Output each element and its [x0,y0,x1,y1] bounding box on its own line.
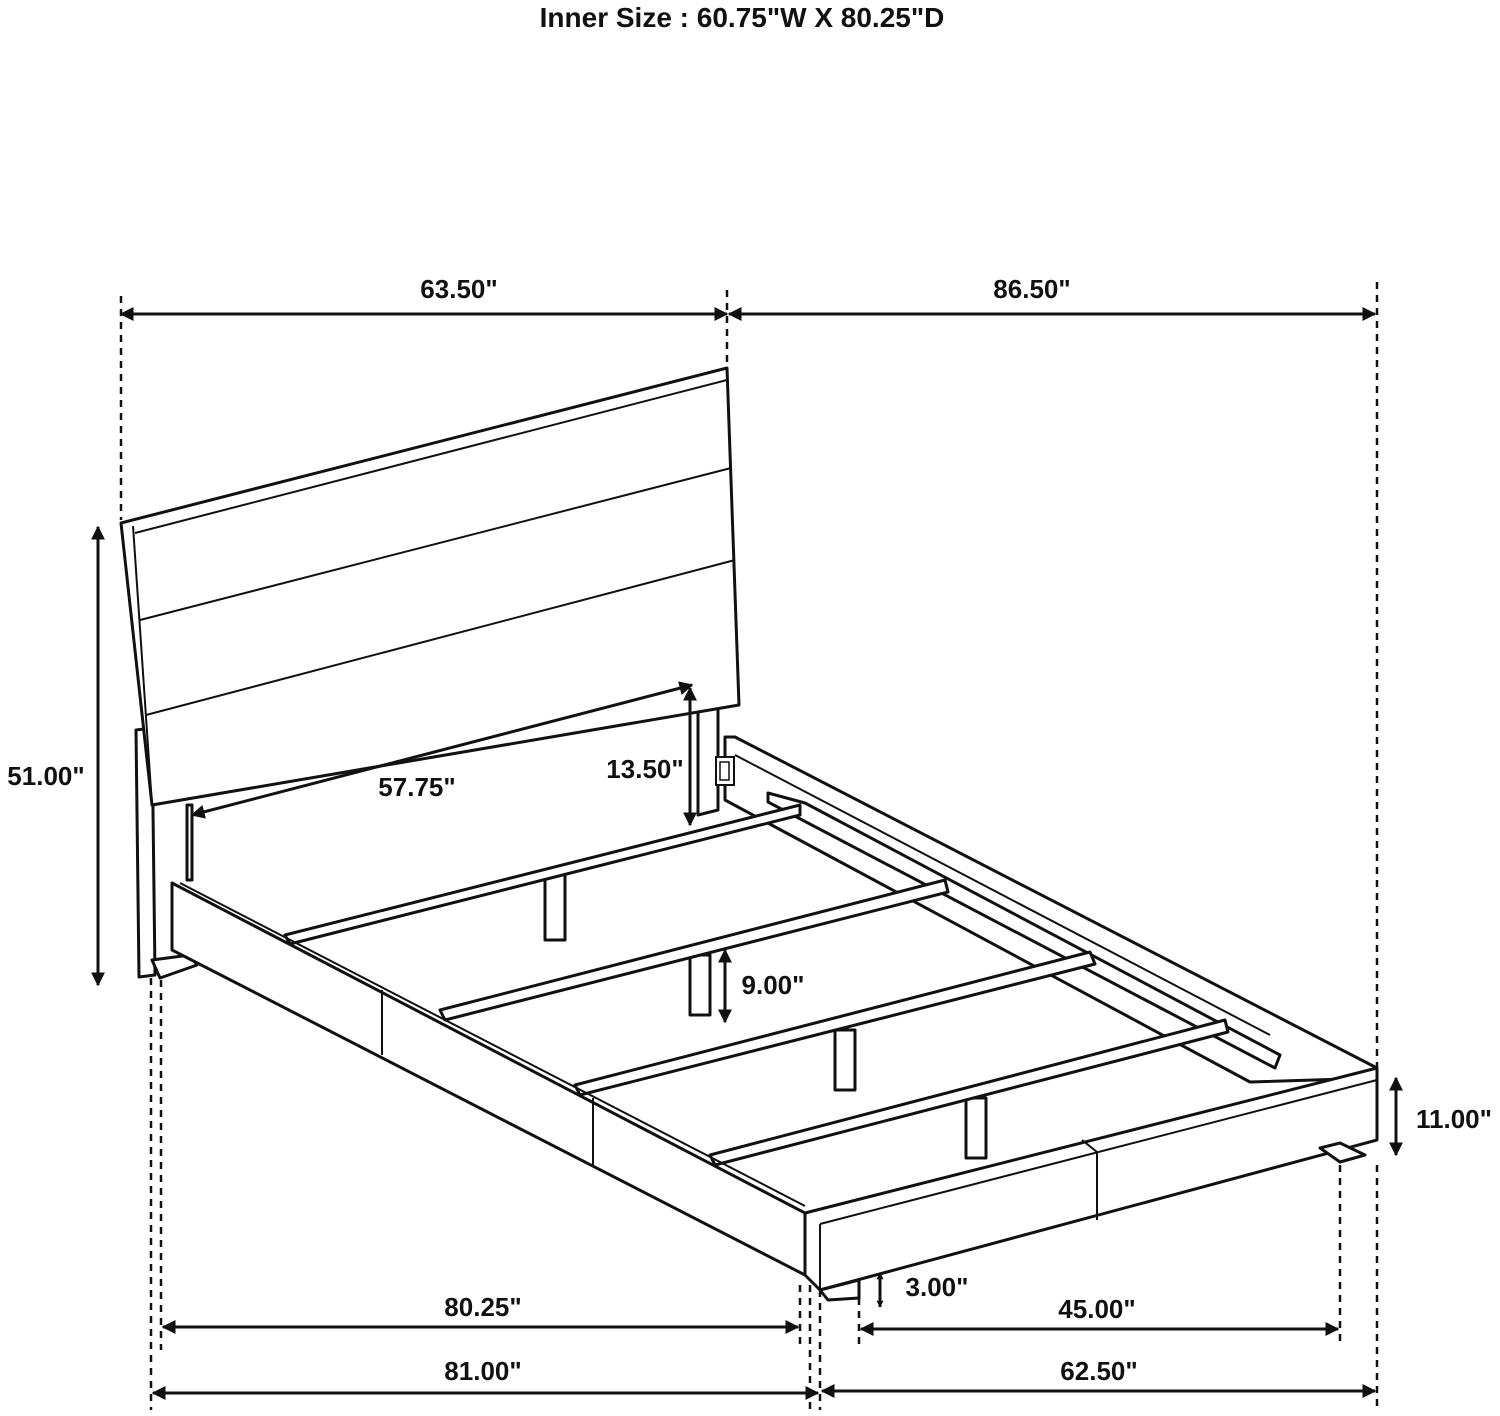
dim-outer-depth: 81.00" [444,1356,522,1386]
dim-rail-height: 11.00" [1416,1104,1492,1134]
dim-top-width-right: 86.50" [993,274,1071,304]
dim-leg-height: 3.00" [905,1272,969,1302]
dim-overall-height: 51.00" [7,761,85,791]
dim-top-width-left: 63.50" [420,274,498,304]
dim-outer-width: 62.50" [1060,1356,1138,1386]
dim-headboard-panel-height: 13.50" [606,754,684,784]
bed-illustration [121,368,1377,1300]
dim-slat-clearance: 9.00" [741,970,805,1000]
diagram-title: Inner Size : 60.75"W X 80.25"D [539,2,945,33]
dim-leg-span: 45.00" [1058,1294,1136,1324]
dim-headboard-inner-width: 57.75" [378,772,456,802]
dim-inner-depth: 80.25" [444,1292,522,1322]
